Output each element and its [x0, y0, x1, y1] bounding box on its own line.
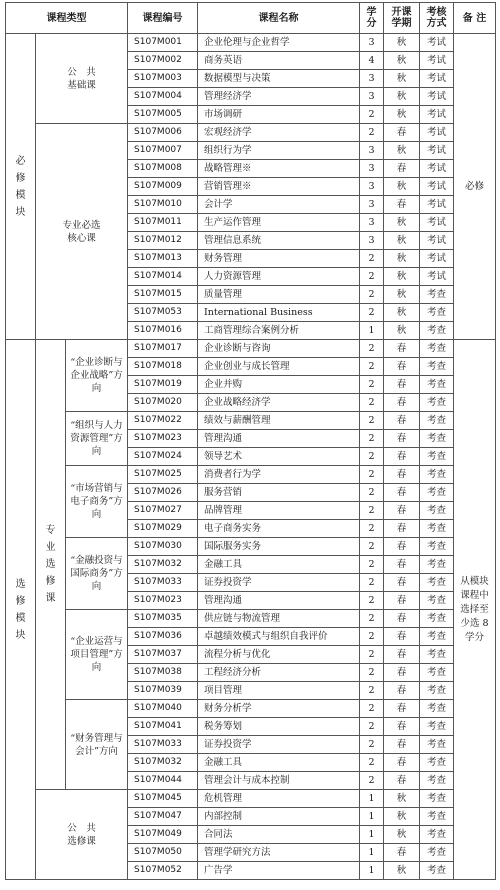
direction-finance-label: “金融投资与 国际商务”方 向	[66, 538, 128, 610]
course-exam: 考查	[420, 736, 454, 754]
course-credit: 3	[360, 70, 384, 88]
course-name: 项目管理	[198, 682, 360, 700]
course-code: S107M007	[128, 142, 198, 160]
course-name: 证券投资学	[198, 574, 360, 592]
course-exam: 考查	[420, 376, 454, 394]
direction-hr-label: “组织与人力 资源管理”方 向	[66, 412, 128, 466]
course-exam: 考试	[420, 232, 454, 250]
course-credit: 2	[360, 304, 384, 322]
course-term: 秋	[384, 808, 420, 826]
course-exam: 考查	[420, 610, 454, 628]
course-exam: 考查	[420, 448, 454, 466]
course-code: S107M047	[128, 808, 198, 826]
course-exam: 考试	[420, 160, 454, 178]
course-code: S107M030	[128, 538, 198, 556]
course-term: 春	[384, 772, 420, 790]
course-exam: 考试	[420, 34, 454, 52]
course-term: 春	[384, 664, 420, 682]
course-exam: 考查	[420, 286, 454, 304]
course-code: S107M003	[128, 70, 198, 88]
course-term: 秋	[384, 862, 420, 880]
course-credit: 1	[360, 826, 384, 844]
course-credit: 1	[360, 322, 384, 340]
course-term: 春	[384, 160, 420, 178]
course-credit: 2	[360, 646, 384, 664]
course-exam: 考查	[420, 466, 454, 484]
course-exam: 考试	[420, 52, 454, 70]
course-code: S107M040	[128, 700, 198, 718]
course-term: 春	[384, 754, 420, 772]
course-exam: 考试	[420, 196, 454, 214]
course-code: S107M009	[128, 178, 198, 196]
table-row	[6, 538, 496, 556]
course-name: 内部控制	[198, 808, 360, 826]
course-name: 领导艺术	[198, 448, 360, 466]
course-name: 组织行为学	[198, 142, 360, 160]
course-term: 春	[384, 484, 420, 502]
course-credit: 3	[360, 214, 384, 232]
table-row	[6, 340, 496, 358]
course-term: 春	[384, 844, 420, 862]
course-exam: 考查	[420, 574, 454, 592]
course-code: S107M015	[128, 286, 198, 304]
course-term: 秋	[384, 322, 420, 340]
course-term: 秋	[384, 304, 420, 322]
course-credit: 2	[360, 664, 384, 682]
course-code: S107M008	[128, 160, 198, 178]
course-term: 春	[384, 394, 420, 412]
course-term: 春	[384, 574, 420, 592]
course-exam: 考查	[420, 520, 454, 538]
course-credit: 2	[360, 430, 384, 448]
course-code: S107M005	[128, 106, 198, 124]
header-course-type: 课程类型	[6, 3, 128, 34]
course-exam: 考试	[420, 106, 454, 124]
course-code: S107M018	[128, 358, 198, 376]
course-term: 春	[384, 610, 420, 628]
course-credit: 2	[360, 376, 384, 394]
course-code: S107M016	[128, 322, 198, 340]
course-term: 春	[384, 646, 420, 664]
course-credit: 3	[360, 178, 384, 196]
course-credit: 3	[360, 160, 384, 178]
course-code: S107M004	[128, 88, 198, 106]
course-credit: 2	[360, 574, 384, 592]
course-name: 战略管理※	[198, 160, 360, 178]
course-term: 秋	[384, 826, 420, 844]
course-exam: 考试	[420, 214, 454, 232]
course-exam: 考查	[420, 340, 454, 358]
header-row	[6, 3, 496, 34]
course-name: 管理沟通	[198, 592, 360, 610]
course-code: S107M052	[128, 862, 198, 880]
course-credit: 2	[360, 736, 384, 754]
course-credit: 2	[360, 556, 384, 574]
course-exam: 考查	[420, 358, 454, 376]
course-credit: 2	[360, 718, 384, 736]
course-code: S107M010	[128, 196, 198, 214]
course-code: S107M012	[128, 232, 198, 250]
course-name: 金融工具	[198, 754, 360, 772]
course-exam: 考查	[420, 826, 454, 844]
course-exam: 考试	[420, 70, 454, 88]
course-exam: 考查	[420, 502, 454, 520]
course-credit: 2	[360, 610, 384, 628]
table-row	[6, 610, 496, 628]
course-exam: 考查	[420, 664, 454, 682]
course-name: 市场调研	[198, 106, 360, 124]
course-code: S107M033	[128, 574, 198, 592]
course-term: 秋	[384, 106, 420, 124]
course-exam: 考试	[420, 268, 454, 286]
direction-strategy-label: “企业诊断与 企业战略”方 向	[66, 340, 128, 412]
course-term: 春	[384, 538, 420, 556]
course-term: 春	[384, 196, 420, 214]
course-code: S107M024	[128, 448, 198, 466]
course-name: 营销管理※	[198, 178, 360, 196]
course-credit: 1	[360, 790, 384, 808]
course-term: 秋	[384, 142, 420, 160]
course-exam: 考查	[420, 862, 454, 880]
course-code: S107M027	[128, 502, 198, 520]
course-exam: 考查	[420, 538, 454, 556]
course-exam: 考查	[420, 304, 454, 322]
course-credit: 3	[360, 34, 384, 52]
course-name: 国际服务实务	[198, 538, 360, 556]
prof-elective-label: 专 业 选 修 课	[36, 340, 66, 790]
table-row	[6, 412, 496, 430]
course-credit: 2	[360, 448, 384, 466]
course-code: S107M033	[128, 736, 198, 754]
direction-marketing-label: “市场营销与 电子商务”方 向	[66, 466, 128, 538]
course-term: 春	[384, 520, 420, 538]
course-name: 金融工具	[198, 556, 360, 574]
course-name: 管理沟通	[198, 430, 360, 448]
course-credit: 2	[360, 484, 384, 502]
course-credit: 2	[360, 286, 384, 304]
course-term: 春	[384, 412, 420, 430]
course-code: S107M032	[128, 754, 198, 772]
course-code: S107M039	[128, 682, 198, 700]
table-row	[6, 466, 496, 484]
table-row	[6, 124, 496, 142]
course-rows	[6, 34, 496, 880]
course-name: 商务英语	[198, 52, 360, 70]
course-name: 生产运作管理	[198, 214, 360, 232]
remark-elective: 从模块 课程中 选择至 少选 8 学分	[454, 340, 496, 880]
course-table	[5, 2, 496, 880]
course-term: 秋	[384, 178, 420, 196]
course-name: 绩效与薪酬管理	[198, 412, 360, 430]
course-credit: 3	[360, 232, 384, 250]
course-name: 管理学研究方法	[198, 844, 360, 862]
course-credit: 2	[360, 700, 384, 718]
course-name: 会计学	[198, 196, 360, 214]
course-term: 春	[384, 430, 420, 448]
course-code: S107M044	[128, 772, 198, 790]
course-term: 春	[384, 340, 420, 358]
course-credit: 4	[360, 52, 384, 70]
course-exam: 考查	[420, 412, 454, 430]
course-exam: 考查	[420, 394, 454, 412]
direction-operations-label: “企业运营与 项目管理”方 向	[66, 610, 128, 700]
course-exam: 考查	[420, 430, 454, 448]
course-exam: 考查	[420, 322, 454, 340]
course-code: S107M006	[128, 124, 198, 142]
course-name: International Business	[198, 304, 360, 322]
course-code: S107M045	[128, 790, 198, 808]
course-term: 春	[384, 628, 420, 646]
course-name: 服务营销	[198, 484, 360, 502]
course-name: 企业战略经济学	[198, 394, 360, 412]
course-exam: 考试	[420, 142, 454, 160]
course-term: 秋	[384, 286, 420, 304]
public-elective-label: 公 共 选修课	[36, 790, 128, 880]
course-name: 企业诊断与咨询	[198, 340, 360, 358]
course-name: 企业并购	[198, 376, 360, 394]
course-credit: 1	[360, 844, 384, 862]
course-term: 春	[384, 466, 420, 484]
table-row	[6, 700, 496, 718]
header-course-name: 课程名称	[198, 3, 360, 34]
course-exam: 考查	[420, 556, 454, 574]
course-exam: 考查	[420, 844, 454, 862]
course-exam: 考试	[420, 250, 454, 268]
course-code: S107M011	[128, 214, 198, 232]
course-credit: 3	[360, 88, 384, 106]
module-elective-label: 选 修 模 块	[6, 340, 36, 880]
course-name: 管理经济学	[198, 88, 360, 106]
course-credit: 2	[360, 340, 384, 358]
course-code: S107M036	[128, 628, 198, 646]
course-credit: 2	[360, 754, 384, 772]
course-code: S107M001	[128, 34, 198, 52]
course-credit: 2	[360, 124, 384, 142]
module-required-label: 必 修 模 块	[6, 34, 36, 340]
course-code: S107M026	[128, 484, 198, 502]
course-name: 财务管理	[198, 250, 360, 268]
course-credit: 2	[360, 628, 384, 646]
course-exam: 考查	[420, 718, 454, 736]
course-credit: 3	[360, 142, 384, 160]
course-code: S107M041	[128, 718, 198, 736]
header-term: 开课 学期	[384, 3, 420, 34]
course-credit: 2	[360, 682, 384, 700]
table-row	[6, 34, 496, 52]
course-name: 质量管理	[198, 286, 360, 304]
course-code: S107M032	[128, 556, 198, 574]
course-name: 工程经济分析	[198, 664, 360, 682]
course-term: 春	[384, 502, 420, 520]
course-name: 供应链与物流管理	[198, 610, 360, 628]
course-name: 人力资源管理	[198, 268, 360, 286]
course-exam: 考查	[420, 808, 454, 826]
course-code: S107M002	[128, 52, 198, 70]
header-exam: 考核 方式	[420, 3, 454, 34]
course-term: 春	[384, 682, 420, 700]
course-exam: 考试	[420, 88, 454, 106]
course-name: 管理信息系统	[198, 232, 360, 250]
course-name: 合同法	[198, 826, 360, 844]
table-row	[6, 790, 496, 808]
course-term: 秋	[384, 52, 420, 70]
course-code: S107M050	[128, 844, 198, 862]
course-term: 春	[384, 124, 420, 142]
course-exam: 考查	[420, 646, 454, 664]
course-name: 工商管理综合案例分析	[198, 322, 360, 340]
course-exam: 考查	[420, 592, 454, 610]
course-term: 春	[384, 556, 420, 574]
direction-accounting-label: “财务管理与 会计”方向	[66, 700, 128, 790]
course-code: S107M017	[128, 340, 198, 358]
course-name: 企业伦理与企业哲学	[198, 34, 360, 52]
course-exam: 考查	[420, 682, 454, 700]
course-exam: 考查	[420, 628, 454, 646]
course-term: 春	[384, 592, 420, 610]
course-name: 卓越绩效模式与组织自我评价	[198, 628, 360, 646]
course-credit: 3	[360, 196, 384, 214]
course-term: 春	[384, 700, 420, 718]
course-code: S107M022	[128, 412, 198, 430]
course-term: 秋	[384, 34, 420, 52]
course-name: 企业创业与成长管理	[198, 358, 360, 376]
course-credit: 2	[360, 394, 384, 412]
header-credit: 学 分	[360, 3, 384, 34]
course-name: 流程分析与优化	[198, 646, 360, 664]
course-credit: 2	[360, 772, 384, 790]
course-exam: 考查	[420, 484, 454, 502]
course-name: 数据模型与决策	[198, 70, 360, 88]
course-name: 消费者行为学	[198, 466, 360, 484]
course-credit: 2	[360, 106, 384, 124]
course-credit: 2	[360, 466, 384, 484]
course-code: S107M035	[128, 610, 198, 628]
course-name: 危机管理	[198, 790, 360, 808]
course-code: S107M023	[128, 430, 198, 448]
course-credit: 2	[360, 268, 384, 286]
course-credit: 2	[360, 412, 384, 430]
course-credit: 2	[360, 520, 384, 538]
header-course-code: 课程编号	[128, 3, 198, 34]
header-remark: 备 注	[454, 3, 496, 34]
course-code: S107M014	[128, 268, 198, 286]
course-exam: 考试	[420, 124, 454, 142]
course-name: 证券投资学	[198, 736, 360, 754]
course-code: S107M025	[128, 466, 198, 484]
course-term: 秋	[384, 88, 420, 106]
course-name: 宏观经济学	[198, 124, 360, 142]
course-name: 管理会计与成本控制	[198, 772, 360, 790]
course-term: 秋	[384, 70, 420, 88]
course-term: 秋	[384, 250, 420, 268]
course-term: 秋	[384, 232, 420, 250]
course-credit: 2	[360, 250, 384, 268]
course-name: 税务筹划	[198, 718, 360, 736]
course-credit: 1	[360, 862, 384, 880]
course-name: 电子商务实务	[198, 520, 360, 538]
course-exam: 考查	[420, 772, 454, 790]
remark-required: 必修	[454, 34, 496, 340]
course-credit: 2	[360, 502, 384, 520]
course-code: S107M053	[128, 304, 198, 322]
course-code: S107M037	[128, 646, 198, 664]
course-exam: 考查	[420, 790, 454, 808]
course-code: S107M023	[128, 592, 198, 610]
course-code: S107M029	[128, 520, 198, 538]
course-name: 财务分析学	[198, 700, 360, 718]
course-exam: 考试	[420, 178, 454, 196]
course-term: 春	[384, 358, 420, 376]
course-exam: 考查	[420, 700, 454, 718]
public-basic-label: 公 共 基础课	[36, 34, 128, 124]
course-name: 广告学	[198, 862, 360, 880]
course-term: 春	[384, 718, 420, 736]
course-term: 秋	[384, 790, 420, 808]
course-name: 品牌管理	[198, 502, 360, 520]
course-term: 秋	[384, 214, 420, 232]
course-credit: 1	[360, 808, 384, 826]
course-code: S107M038	[128, 664, 198, 682]
course-credit: 2	[360, 358, 384, 376]
course-exam: 考查	[420, 754, 454, 772]
course-code: S107M013	[128, 250, 198, 268]
course-credit: 2	[360, 592, 384, 610]
core-label: 专业必选 核心课	[36, 124, 128, 340]
course-code: S107M020	[128, 394, 198, 412]
course-term: 春	[384, 376, 420, 394]
course-term: 春	[384, 736, 420, 754]
course-term: 春	[384, 448, 420, 466]
course-code: S107M049	[128, 826, 198, 844]
course-credit: 2	[360, 538, 384, 556]
course-code: S107M019	[128, 376, 198, 394]
course-term: 秋	[384, 268, 420, 286]
